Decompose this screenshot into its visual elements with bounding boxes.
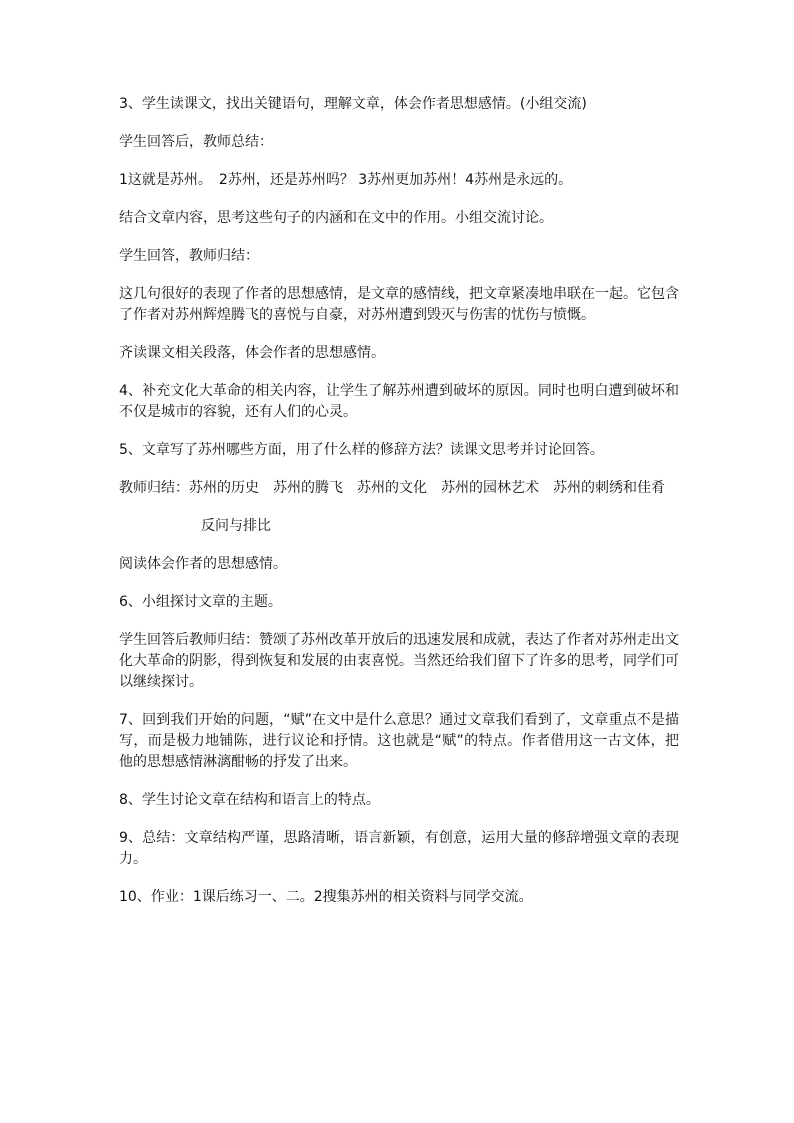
paragraph-step-6: 6、小组探讨文章的主题。 — [119, 594, 282, 610]
paragraph-step-7: 7、回到我们开始的问题，“赋”在文中是什么意思？通过文章我们看到了，文章重点不是描写，而是极力地铺陈，进行议论和抒情。这也就是“赋”的特点。作者借用这一古文体，把他的思想感情淋漓酣畅的抒发了出来。 — [119, 712, 679, 770]
paragraph-emotion-line: 这几句很好的表现了作者的思想感情，是文章的感情线，把文章紧凑地串联在一起。它包含了作者对苏州辉煌腾飞的喜悦与自豪，对苏州遭到毁灭与伤害的忧伤与愤慨。 — [119, 286, 679, 323]
paragraph-step-10-homework: 10、作业：1课后练习一、二。2搜集苏州的相关资料与同学交流。 — [119, 889, 533, 905]
paragraph-teacher-conclusion-intro: 学生回答，教师归结： — [119, 248, 259, 264]
document-body — [119, 94, 679, 925]
paragraph-step-4: 4、补充文化大革命的相关内容，让学生了解苏州遭到破坏的原因。同时也明白遭到破坏和不仅是城市的容貌，还有人们的心灵。 — [119, 383, 679, 420]
paragraph-step-8: 8、学生讨论文章在结构和语言上的特点。 — [119, 792, 380, 808]
paragraph-theme-conclusion: 学生回答后教师归结：赞颂了苏州改革开放后的迅速发展和成就，表达了作者对苏州走出文化大革命的阴影，得到恢复和发展的由衷喜悦。当然还给我们留下了许多的思考，同学们可以继续探讨。 — [119, 632, 679, 690]
paragraph-read-aloud: 齐读课文相关段落，体会作者的思想感情。 — [119, 345, 385, 361]
paragraph-step-3: 3、学生读课文，找出关键语句，理解文章，体会作者思想感情。(小组交流) — [119, 96, 587, 112]
paragraph-reading-experience: 阅读体会作者的思想感情。 — [119, 556, 287, 572]
paragraph-discussion-prompt: 结合文章内容，思考这些句子的内涵和在文中的作用。小组交流讨论。 — [119, 210, 553, 226]
paragraph-key-sentences: 1这就是苏州。 2苏州，还是苏州吗？ 3苏州更加苏州！4苏州是永远的。 — [119, 172, 573, 188]
paragraph-rhetoric: 反问与排比 — [201, 518, 271, 534]
paragraph-teacher-summary-intro: 学生回答后，教师总结： — [119, 134, 273, 150]
paragraph-teacher-topics: 教师归结：苏州的历史 苏州的腾飞 苏州的文化 苏州的园林艺术 苏州的刺绣和佳肴 — [119, 480, 665, 496]
paragraph-step-9: 9、总结：文章结构严谨，思路清晰，语言新颖，有创意，运用大量的修辞增强文章的表现力。 — [119, 830, 679, 867]
paragraph-step-5: 5、文章写了苏州哪些方面，用了什么样的修辞方法？读课文思考并讨论回答。 — [119, 442, 604, 458]
